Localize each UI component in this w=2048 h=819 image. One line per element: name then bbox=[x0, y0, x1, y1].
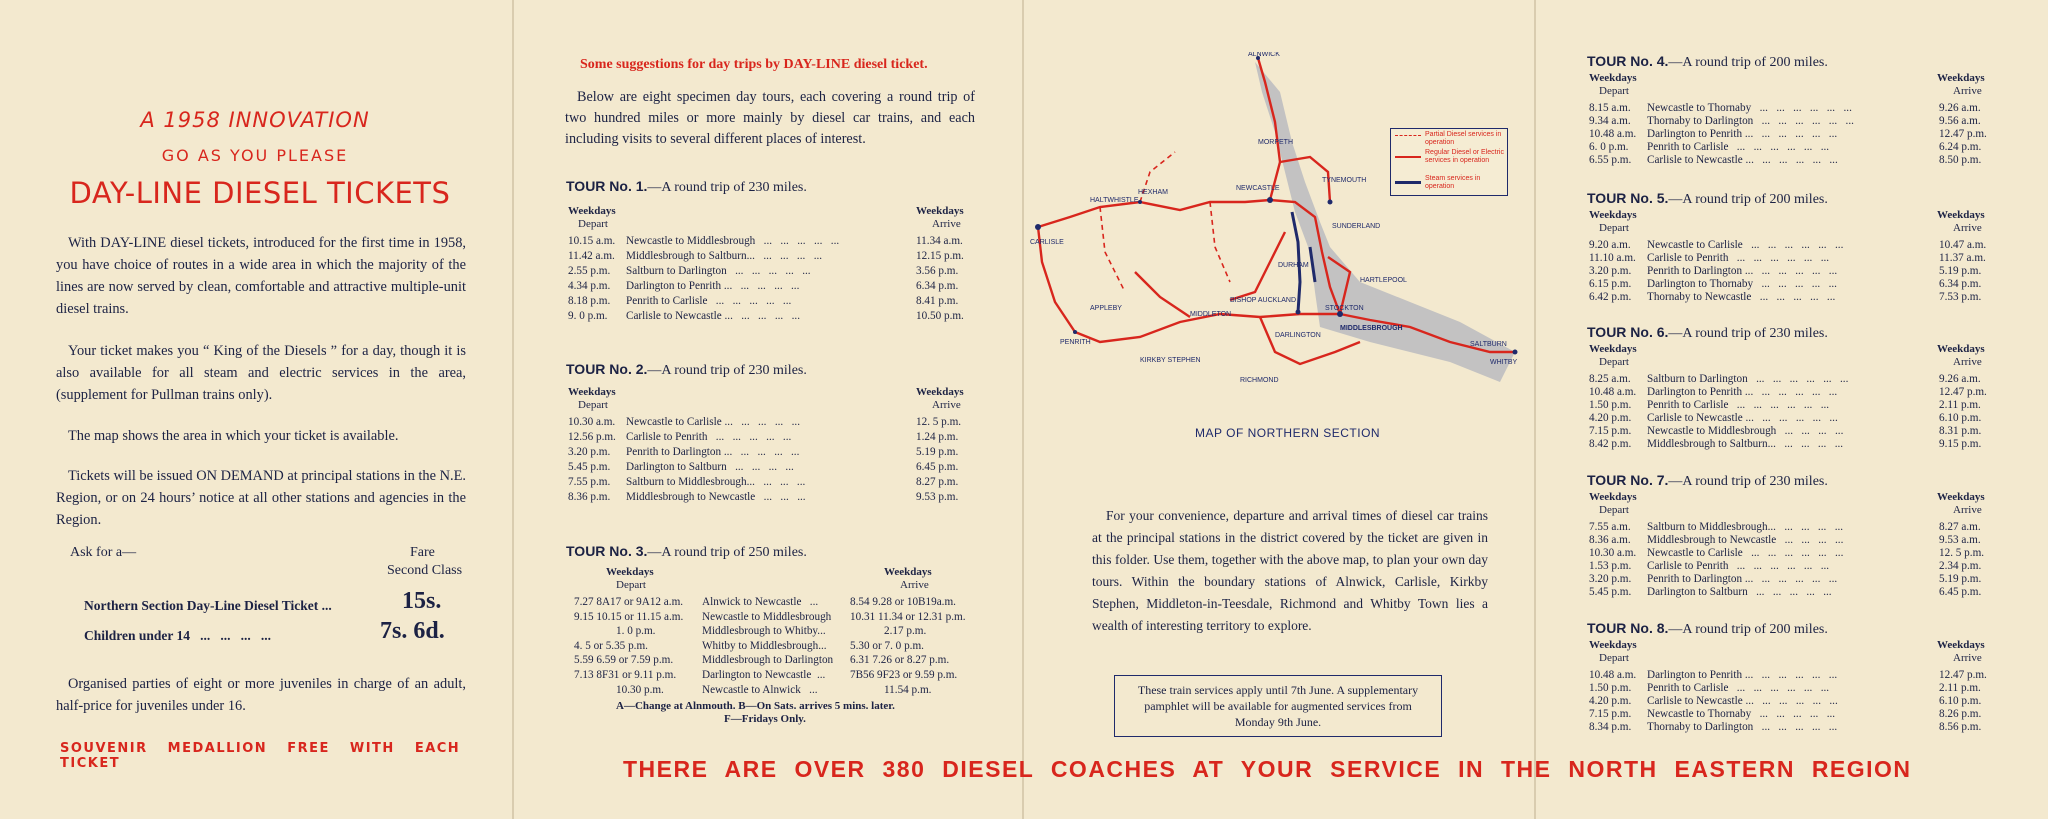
depart-label: Depart bbox=[1599, 652, 1629, 664]
depart-time: 7.27 8A17 or 9A12 a.m. bbox=[574, 596, 684, 608]
svg-text:ALNWICK: ALNWICK bbox=[1248, 52, 1280, 58]
depart-label: Depart bbox=[1599, 222, 1629, 234]
svg-text:KIRKBY STEPHEN: KIRKBY STEPHEN bbox=[1140, 357, 1201, 364]
svg-text:RICHMOND: RICHMOND bbox=[1240, 377, 1279, 384]
arrive-time: 12.47 p.m. bbox=[1939, 669, 1987, 681]
timetable-row bbox=[1587, 586, 1997, 600]
depart-time: 7.15 p.m. bbox=[1589, 707, 1632, 720]
arrive-label: Arrive bbox=[1953, 356, 1982, 368]
depart-time: 1. 0 p.m. bbox=[616, 625, 656, 638]
depart-time: 9. 0 p.m. bbox=[568, 309, 608, 322]
weekdays-depart-header: Weekdays bbox=[1589, 209, 1637, 221]
children-label: Children under 14 ... ... ... ... bbox=[84, 628, 272, 643]
tour-miles: —A round trip of 200 miles. bbox=[1668, 55, 1828, 70]
timetable-row bbox=[566, 491, 976, 505]
map-legend bbox=[1390, 128, 1508, 196]
timetable-row bbox=[1587, 252, 1997, 266]
arrive-time: 6.31 7.26 or 8.27 p.m. bbox=[850, 654, 950, 667]
timetable-row bbox=[1587, 373, 1997, 387]
route-name: Middlesbrough to Newcastle ... ... ... bbox=[626, 490, 806, 503]
arrive-time: 6.10 p.m. bbox=[1939, 411, 1982, 424]
tour-title bbox=[566, 361, 807, 379]
arrive-time: 6.24 p.m. bbox=[1939, 140, 1982, 153]
tour-number: TOUR No. 7. bbox=[1587, 472, 1669, 488]
arrive-label: Arrive bbox=[1953, 222, 1982, 234]
route-name: Penrith to Darlington ... ... ... ... ... ... bbox=[1647, 264, 1838, 277]
timetable-row bbox=[1587, 669, 1997, 683]
timetable-row bbox=[566, 446, 976, 460]
route-name: Carlisle to Newcastle ... ... ... ... ... ... bbox=[1647, 153, 1838, 166]
timetable-row bbox=[566, 295, 976, 309]
timetable-row bbox=[566, 416, 976, 430]
svg-text:SALTBURN: SALTBURN bbox=[1470, 341, 1507, 348]
depart-time: 10.48 a.m. bbox=[1589, 127, 1637, 140]
intro-paragraph: With DAY-LINE diesel tickets, introduced for the first time in 1958, you have choice of routes in a wide area in which the majority of the lines are now served by clean, comfortable and attractive multiple-unit diesel trains. bbox=[56, 235, 466, 317]
king-paragraph: Your ticket makes you “ King of the Diesels ” for a day, though it is also available for all steam and electric services in the area, (supplement for Pullman trains only). bbox=[56, 343, 466, 403]
souvenir-line: SOUVENIR MEDALLION FREE WITH EACH TICKET bbox=[60, 741, 461, 771]
route-name: Carlisle to Penrith ... ... ... ... ... bbox=[626, 430, 792, 443]
depart-time: 10.30 a.m. bbox=[1589, 546, 1637, 559]
arrive-time: 12.47 p.m. bbox=[1939, 127, 1987, 140]
arrive-time: 6.45 p.m. bbox=[916, 460, 959, 473]
svg-text:DURHAM: DURHAM bbox=[1278, 262, 1309, 269]
svg-text:APPLEBY: APPLEBY bbox=[1090, 305, 1122, 312]
svg-text:MIDDLESBROUGH: MIDDLESBROUGH bbox=[1340, 325, 1403, 332]
weekdays-arrive-header: Weekdays bbox=[1937, 209, 1985, 221]
timetable-row bbox=[1587, 239, 1997, 253]
notice-box: These train services apply until 7th June. A supplementary pamphlet will be available for augmented services from Monday 9th June. bbox=[1114, 675, 1442, 737]
depart-time: 1.53 p.m. bbox=[1589, 559, 1632, 572]
weekdays-depart-header: Weekdays bbox=[606, 566, 654, 578]
tour-title bbox=[566, 178, 807, 196]
timetable-row bbox=[1587, 399, 1997, 413]
svg-text:DARLINGTON: DARLINGTON bbox=[1275, 332, 1321, 339]
tour3-note: A—Change at Alnmouth. B—On Sats. arrives 5 mins. later. bbox=[616, 700, 895, 713]
svg-text:MORPETH: MORPETH bbox=[1258, 139, 1293, 146]
arrive-time: 8.27 p.m. bbox=[916, 475, 959, 488]
arrive-time: 9.56 a.m. bbox=[1939, 114, 1981, 127]
timetable-row bbox=[1587, 154, 1997, 168]
tour-miles: —A round trip of 230 miles. bbox=[1668, 474, 1828, 489]
depart-time: 10.30 p.m. bbox=[616, 683, 664, 696]
fare-header: Fare bbox=[410, 545, 435, 560]
tour-miles: —A round trip of 230 miles. bbox=[1668, 326, 1828, 341]
depart-time: 8.36 p.m. bbox=[568, 490, 611, 503]
tour-number: TOUR No. 2. bbox=[566, 361, 648, 377]
timetable-row bbox=[1587, 115, 1997, 129]
route-name: Middlesbrough to Saltburn... ... ... ... ... bbox=[626, 249, 823, 262]
route-name: Penrith to Carlisle ... ... ... ... ... bbox=[626, 294, 792, 307]
route-name: Middlesbrough to Newcastle ... ... ... ... bbox=[1647, 533, 1844, 546]
tour-number: TOUR No. 5. bbox=[1587, 190, 1669, 206]
tour-number: TOUR No. 6. bbox=[1587, 324, 1669, 340]
arrive-time: 11.34 a.m. bbox=[916, 235, 963, 247]
arrive-label: Arrive bbox=[1953, 504, 1982, 516]
timetable-row bbox=[1587, 102, 1997, 116]
timetable-row bbox=[1587, 721, 1997, 735]
arrive-label: Arrive bbox=[900, 579, 929, 591]
route-name: Darlington to Saltburn ... ... ... ... bbox=[626, 460, 794, 473]
timetable-row bbox=[1587, 682, 1997, 696]
arrive-label: Arrive bbox=[1953, 652, 1982, 664]
arrive-time: 11.54 p.m. bbox=[884, 683, 932, 696]
arrive-time: 8.27 a.m. bbox=[1939, 521, 1981, 533]
timetable-row bbox=[1587, 695, 1997, 709]
arrive-time: 10.31 11.34 or 12.31 p.m. bbox=[850, 610, 966, 623]
timetable-row bbox=[1587, 412, 1997, 426]
arrive-time: 10.50 p.m. bbox=[916, 309, 964, 322]
depart-label: Depart bbox=[578, 399, 608, 411]
route-name: Middlesbrough to Darlington bbox=[702, 654, 834, 667]
depart-label: Depart bbox=[1599, 356, 1629, 368]
arrive-time: 9.53 p.m. bbox=[916, 490, 959, 503]
weekdays-arrive-header: Weekdays bbox=[1937, 72, 1985, 84]
depart-label: Depart bbox=[578, 218, 608, 230]
tour-miles: —A round trip of 230 miles. bbox=[647, 180, 807, 195]
tour-title bbox=[566, 543, 807, 561]
arrive-time: 11.37 a.m. bbox=[1939, 251, 1986, 264]
timetable-row bbox=[1587, 265, 1997, 279]
arrive-time: 8.26 p.m. bbox=[1939, 707, 1982, 720]
depart-time: 10.48 a.m. bbox=[1589, 385, 1637, 398]
route-name: Carlisle to Newcastle ... ... ... ... ... ... bbox=[1647, 694, 1838, 707]
timetable-row bbox=[566, 625, 976, 639]
weekdays-arrive-header: Weekdays bbox=[916, 386, 964, 398]
depart-time: 4.34 p.m. bbox=[568, 279, 611, 292]
route-name: Newcastle to Carlisle ... ... ... ... ... bbox=[626, 416, 800, 428]
ask-for-label: Ask for a— bbox=[70, 545, 137, 560]
route-name: Newcastle to Middlesbrough ... ... ... ... ... bbox=[626, 235, 840, 247]
depart-time: 5.45 p.m. bbox=[1589, 585, 1632, 598]
tour-title bbox=[1587, 472, 1828, 490]
timetable-row bbox=[1587, 425, 1997, 439]
svg-text:CARLISLE: CARLISLE bbox=[1030, 239, 1064, 246]
map-caption: MAP OF NORTHERN SECTION bbox=[1195, 426, 1381, 440]
timetable-row bbox=[566, 476, 976, 490]
depart-label: Depart bbox=[1599, 85, 1629, 97]
arrive-label: Arrive bbox=[932, 218, 961, 230]
timetable-row bbox=[1587, 521, 1997, 535]
svg-text:NEWCASTLE: NEWCASTLE bbox=[1236, 185, 1280, 192]
timetable-row bbox=[566, 250, 976, 264]
arrive-time: 8.31 p.m. bbox=[1939, 424, 1982, 437]
route-name: Darlington to Penrith ... ... ... ... ... ... bbox=[1647, 127, 1838, 140]
depart-time: 6. 0 p.m. bbox=[1589, 140, 1629, 153]
weekdays-depart-header: Weekdays bbox=[1589, 343, 1637, 355]
depart-time: 6.55 p.m. bbox=[1589, 153, 1632, 166]
timetable-row bbox=[566, 235, 976, 249]
route-name: Newcastle to Alnwick ... bbox=[702, 683, 818, 696]
tour3-note: F—Fridays Only. bbox=[724, 713, 806, 726]
innovation-heading: A 1958 INNOVATION bbox=[140, 108, 370, 132]
tours-intro: Below are eight specimen day tours, each covering a round trip of two hundred miles or more mainly by diesel car trains, and each including visits to several different places of interest. bbox=[565, 89, 975, 147]
route-name: Newcastle to Middlesbrough bbox=[702, 610, 832, 623]
legend-partial: Partial Diesel services in operation bbox=[1425, 131, 1502, 146]
route-name: Alnwick to Newcastle ... bbox=[702, 596, 819, 608]
depart-time: 3.20 p.m. bbox=[568, 445, 611, 458]
route-name: Darlington to Thornaby ... ... ... ... ... bbox=[1647, 277, 1837, 290]
depart-time: 1.50 p.m. bbox=[1589, 681, 1632, 694]
depart-time: 4.20 p.m. bbox=[1589, 411, 1632, 424]
tour-title bbox=[1587, 190, 1828, 208]
route-name: Carlisle to Penrith ... ... ... ... ... ... bbox=[1647, 251, 1830, 264]
ticket-fare: 15s. bbox=[402, 588, 442, 614]
depart-time: 3.20 p.m. bbox=[1589, 264, 1632, 277]
depart-time: 9.20 a.m. bbox=[1589, 239, 1631, 251]
depart-time: 11.42 a.m. bbox=[568, 249, 615, 262]
svg-text:BISHOP AUCKLAND: BISHOP AUCKLAND bbox=[1230, 297, 1297, 304]
depart-label: Depart bbox=[616, 579, 646, 591]
timetable-row bbox=[566, 461, 976, 475]
fare-class-header: Second Class bbox=[387, 563, 463, 578]
timetable-row bbox=[566, 611, 976, 625]
arrive-time: 2.34 p.m. bbox=[1939, 559, 1982, 572]
arrive-time: 9.15 p.m. bbox=[1939, 437, 1982, 450]
timetable-row bbox=[1587, 278, 1997, 292]
timetable-row bbox=[566, 669, 976, 683]
arrive-time: 5.19 p.m. bbox=[916, 445, 959, 458]
arrive-time: 12.15 p.m. bbox=[916, 249, 964, 262]
depart-label: Depart bbox=[1599, 504, 1629, 516]
ticket-label: Northern Section Day-Line Diesel Ticket ... bbox=[84, 598, 332, 613]
go-as-you-please: GO AS YOU PLEASE bbox=[161, 146, 349, 165]
depart-time: 1.50 p.m. bbox=[1589, 398, 1632, 411]
convenience-paragraph: For your convenience, departure and arrival times of diesel car trains at the principal stations in the district covered by the ticket are given in this folder. Use them, together with the above map, to plan your own day tours. Within the boundary stations of Alnwick, Carlisle, Kirkby Stephen, Middleton-in-Teesdale, Richmond and Whitby Town lies a wealth of interesting territory to explore. bbox=[1092, 508, 1488, 633]
legend-regular: Regular Diesel or Electric services in operation bbox=[1425, 149, 1504, 164]
depart-time: 5.59 6.59 or 7.59 p.m. bbox=[574, 654, 674, 667]
tour-number: TOUR No. 1. bbox=[566, 178, 648, 194]
arrive-time: 10.47 a.m. bbox=[1939, 239, 1987, 251]
depart-time: 8.25 a.m. bbox=[1589, 373, 1631, 385]
depart-time: 2.55 p.m. bbox=[568, 264, 611, 277]
route-name: Penrith to Carlisle ... ... ... ... ... ... bbox=[1647, 681, 1830, 694]
route-name: Saltburn to Middlesbrough... ... ... ... bbox=[626, 475, 806, 488]
route-name: Newcastle to Thornaby ... ... ... ... ... bbox=[1647, 707, 1836, 720]
tour-miles: —A round trip of 250 miles. bbox=[647, 545, 807, 560]
weekdays-arrive-header: Weekdays bbox=[916, 205, 964, 217]
depart-time: 7.15 p.m. bbox=[1589, 424, 1632, 437]
timetable-row bbox=[566, 640, 976, 654]
tour-number: TOUR No. 8. bbox=[1587, 620, 1669, 636]
svg-text:WHITBY: WHITBY bbox=[1490, 359, 1518, 366]
arrive-time: 12. 5 p.m. bbox=[916, 416, 962, 428]
depart-time: 11.10 a.m. bbox=[1589, 251, 1636, 264]
route-name: Thornaby to Newcastle ... ... ... ... ... bbox=[1647, 290, 1836, 303]
timetable-row bbox=[566, 280, 976, 294]
arrive-time: 6.10 p.m. bbox=[1939, 694, 1982, 707]
arrive-label: Arrive bbox=[1953, 85, 1982, 97]
route-name: Penrith to Carlisle ... ... ... ... ... ... bbox=[1647, 398, 1830, 411]
tour-miles: —A round trip of 200 miles. bbox=[1668, 192, 1828, 207]
depart-time: 7.55 a.m. bbox=[1589, 521, 1631, 533]
fold-line bbox=[512, 0, 514, 819]
arrive-time: 2.11 p.m. bbox=[1939, 681, 1981, 694]
timetable-row bbox=[1587, 573, 1997, 587]
timetable-row bbox=[566, 265, 976, 279]
weekdays-arrive-header: Weekdays bbox=[1937, 343, 1985, 355]
svg-text:HEXHAM: HEXHAM bbox=[1138, 189, 1168, 196]
map-paragraph: The map shows the area in which your ticket is available. bbox=[68, 428, 399, 444]
depart-time: 7.55 p.m. bbox=[568, 475, 611, 488]
arrive-time: 12. 5 p.m. bbox=[1939, 546, 1985, 559]
route-name: Thornaby to Darlington ... ... ... ... ... ... bbox=[1647, 114, 1854, 127]
route-name: Saltburn to Darlington ... ... ... ... ... ... bbox=[1647, 373, 1849, 385]
arrive-time: 12.47 p.m. bbox=[1939, 385, 1987, 398]
arrive-time: 8.41 p.m. bbox=[916, 294, 959, 307]
tour-title bbox=[1587, 324, 1828, 342]
arrive-time: 9.26 a.m. bbox=[1939, 102, 1981, 114]
bottom-banner: THERE ARE OVER 380 DIESEL COACHES AT YOUR SERVICE IN THE NORTH EASTERN REGION bbox=[623, 756, 1912, 782]
timetable-row bbox=[1587, 438, 1997, 452]
route-name: Darlington to Saltburn ... ... ... ... ... bbox=[1647, 585, 1832, 598]
arrive-time: 7B56 9F23 or 9.59 p.m. bbox=[850, 669, 958, 681]
route-name: Middlesbrough to Saltburn... ... ... ... ... bbox=[1647, 437, 1844, 450]
route-name: Saltburn to Middlesbrough... ... ... ... ... bbox=[1647, 521, 1844, 533]
arrive-time: 2.11 p.m. bbox=[1939, 398, 1981, 411]
depart-time: 4. 5 or 5.35 p.m. bbox=[574, 639, 648, 652]
arrive-time: 9.53 a.m. bbox=[1939, 533, 1981, 546]
depart-time: 8.36 a.m. bbox=[1589, 533, 1631, 546]
svg-text:SUNDERLAND: SUNDERLAND bbox=[1332, 223, 1381, 230]
tour-miles: —A round trip of 230 miles. bbox=[647, 363, 807, 378]
arrive-time: 5.30 or 7. 0 p.m. bbox=[850, 639, 924, 652]
timetable-row bbox=[566, 684, 976, 698]
route-name: Newcastle to Thornaby ... ... ... ... ... ... bbox=[1647, 102, 1852, 114]
route-name: Penrith to Darlington ... ... ... ... ... ... bbox=[1647, 572, 1838, 585]
weekdays-depart-header: Weekdays bbox=[1589, 639, 1637, 651]
arrive-time: 9.26 a.m. bbox=[1939, 373, 1981, 385]
depart-time: 9.15 10.15 or 11.15 a.m. bbox=[574, 610, 684, 623]
depart-time: 7.13 8F31 or 9.11 p.m. bbox=[574, 669, 677, 681]
route-name: Saltburn to Darlington ... ... ... ... ... bbox=[626, 264, 811, 277]
route-name: Penrith to Darlington ... ... ... ... ... bbox=[626, 445, 800, 458]
arrive-time: 8.56 p.m. bbox=[1939, 720, 1982, 733]
arrive-time: 5.19 p.m. bbox=[1939, 572, 1982, 585]
depart-time: 12.56 p.m. bbox=[568, 430, 616, 443]
depart-time: 6.15 p.m. bbox=[1589, 277, 1632, 290]
depart-time: 3.20 p.m. bbox=[1589, 572, 1632, 585]
svg-text:STOCKTON: STOCKTON bbox=[1325, 305, 1364, 312]
arrive-time: 6.34 p.m. bbox=[1939, 277, 1982, 290]
route-name: Whitby to Middlesbrough... bbox=[702, 639, 827, 652]
tour-miles: —A round trip of 200 miles. bbox=[1668, 622, 1828, 637]
arrive-time: 3.56 p.m. bbox=[916, 264, 959, 277]
route-name: Carlisle to Newcastle ... ... ... ... ... bbox=[626, 309, 800, 322]
arrive-time: 5.19 p.m. bbox=[1939, 264, 1982, 277]
page-title: DAY-LINE DIESEL TICKETS bbox=[69, 176, 451, 210]
partial-routes bbox=[1100, 152, 1230, 292]
depart-time: 10.30 a.m. bbox=[568, 416, 616, 428]
northern-section-map bbox=[1030, 52, 1540, 412]
arrive-time: 6.45 p.m. bbox=[1939, 585, 1982, 598]
depart-time: 10.15 a.m. bbox=[568, 235, 616, 247]
arrive-time: 2.17 p.m. bbox=[884, 625, 927, 638]
fold-line bbox=[1022, 0, 1024, 819]
depart-time: 8.34 p.m. bbox=[1589, 720, 1632, 733]
weekdays-depart-header: Weekdays bbox=[568, 386, 616, 398]
arrive-label: Arrive bbox=[932, 399, 961, 411]
parties-paragraph: Organised parties of eight or more juveniles in charge of an adult, half-price for juveniles under 16. bbox=[56, 676, 466, 714]
route-name: Darlington to Penrith ... ... ... ... ... ... bbox=[1647, 669, 1838, 681]
route-name: Newcastle to Carlisle ... ... ... ... ... ... bbox=[1647, 546, 1844, 559]
tour-number: TOUR No. 3. bbox=[566, 543, 648, 559]
route-name: Penrith to Carlisle ... ... ... ... ... ... bbox=[1647, 140, 1830, 153]
tour-title bbox=[1587, 53, 1828, 71]
tour-title bbox=[1587, 620, 1828, 638]
timetable-row bbox=[1587, 534, 1997, 548]
route-name: Darlington to Penrith ... ... ... ... ... ... bbox=[1647, 385, 1838, 398]
timetable-row bbox=[1587, 560, 1997, 574]
route-name: Carlisle to Penrith ... ... ... ... ... ... bbox=[1647, 559, 1830, 572]
tickets-paragraph: Tickets will be issued ON DEMAND at principal stations in the N.E. Region, or on 24 hours’ notice at all other stations and agencies in the Region. bbox=[56, 468, 466, 528]
arrive-time: 8.50 p.m. bbox=[1939, 153, 1982, 166]
depart-time: 5.45 p.m. bbox=[568, 460, 611, 473]
depart-time: 10.48 a.m. bbox=[1589, 669, 1637, 681]
timetable-row bbox=[566, 596, 976, 610]
weekdays-arrive-header: Weekdays bbox=[1937, 491, 1985, 503]
route-name: Thornaby to Darlington ... ... ... ... ... bbox=[1647, 720, 1838, 733]
depart-time: 9.34 a.m. bbox=[1589, 114, 1631, 127]
weekdays-depart-header: Weekdays bbox=[568, 205, 616, 217]
depart-time: 8.18 p.m. bbox=[568, 294, 611, 307]
timetable-row bbox=[566, 654, 976, 668]
timetable-row bbox=[1587, 547, 1997, 561]
timetable-row bbox=[566, 431, 976, 445]
depart-time: 4.20 p.m. bbox=[1589, 694, 1632, 707]
svg-text:PENRITH: PENRITH bbox=[1060, 339, 1091, 346]
weekdays-arrive-header: Weekdays bbox=[1937, 639, 1985, 651]
route-name: Newcastle to Carlisle ... ... ... ... ... ... bbox=[1647, 239, 1844, 251]
children-fare: 7s. 6d. bbox=[380, 618, 445, 644]
arrive-time: 1.24 p.m. bbox=[916, 430, 959, 443]
svg-text:MIDDLETON: MIDDLETON bbox=[1190, 311, 1232, 318]
timetable-row bbox=[566, 310, 976, 324]
depart-time: 8.42 p.m. bbox=[1589, 437, 1632, 450]
weekdays-depart-header: Weekdays bbox=[1589, 491, 1637, 503]
timetable-row bbox=[1587, 291, 1997, 305]
tour-number: TOUR No. 4. bbox=[1587, 53, 1669, 69]
legend-steam: Steam services in operation bbox=[1425, 175, 1481, 190]
timetable-row bbox=[1587, 128, 1997, 142]
route-name: Newcastle to Middlesbrough ... ... ... ... bbox=[1647, 424, 1844, 437]
weekdays-depart-header: Weekdays bbox=[1589, 72, 1637, 84]
svg-text:HARTLEPOOL: HARTLEPOOL bbox=[1360, 277, 1407, 284]
svg-text:HALTWHISTLE: HALTWHISTLE bbox=[1090, 197, 1139, 204]
timetable-row bbox=[1587, 386, 1997, 400]
suggestions-heading: Some suggestions for day trips by DAY-LINE diesel ticket. bbox=[580, 57, 928, 72]
route-name: Darlington to Penrith ... ... ... ... ... bbox=[626, 279, 800, 292]
depart-time: 8.15 a.m. bbox=[1589, 102, 1631, 114]
arrive-time: 6.34 p.m. bbox=[916, 279, 959, 292]
arrive-time: 7.53 p.m. bbox=[1939, 290, 1982, 303]
depart-time: 6.42 p.m. bbox=[1589, 290, 1632, 303]
arrive-time: 8.54 9.28 or 10B19a.m. bbox=[850, 596, 956, 608]
weekdays-arrive-header: Weekdays bbox=[884, 566, 932, 578]
route-name: Darlington to Newcastle ... bbox=[702, 669, 826, 681]
route-name: Carlisle to Newcastle ... ... ... ... ... ... bbox=[1647, 411, 1838, 424]
timetable-row bbox=[1587, 708, 1997, 722]
svg-text:TYNEMOUTH: TYNEMOUTH bbox=[1322, 177, 1367, 184]
timetable-row bbox=[1587, 141, 1997, 155]
route-name: Middlesbrough to Whitby... bbox=[702, 625, 826, 638]
